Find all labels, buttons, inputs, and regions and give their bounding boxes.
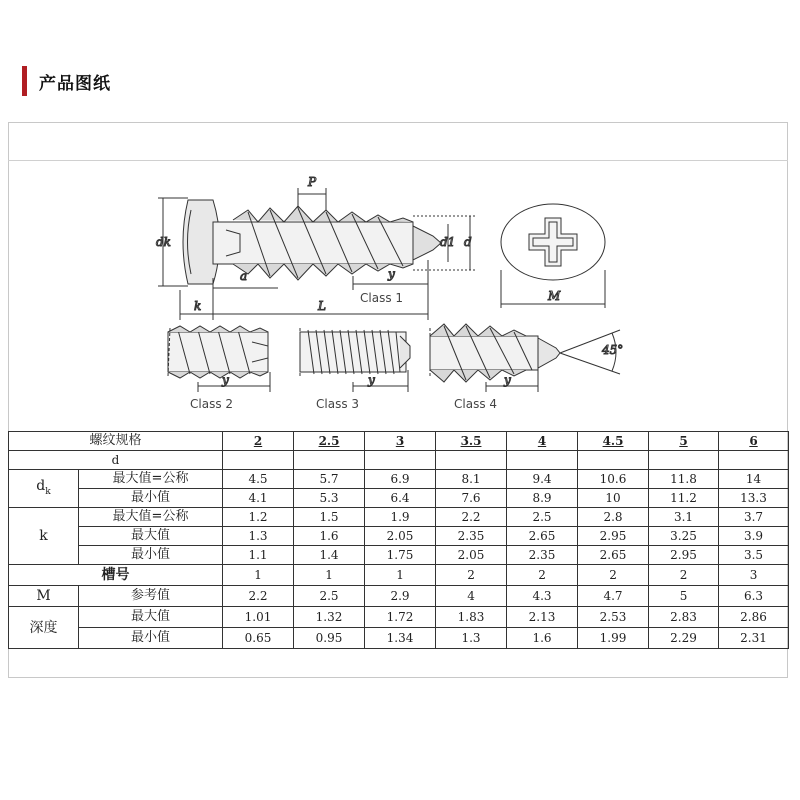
row-label: 最大值 (79, 527, 223, 546)
slot-label: 槽号 (9, 565, 223, 586)
class4-screw (430, 324, 623, 392)
label-dk: dk (156, 235, 171, 249)
table-row-dk-max (9, 470, 789, 489)
label-a: a (240, 269, 248, 283)
table-cell: 0.95 (294, 628, 365, 649)
table-cell: 14 (719, 470, 789, 489)
table-cell: 3.25 (649, 527, 719, 546)
table-cell: 1.4 (294, 546, 365, 565)
table-row-depth-min (9, 628, 789, 649)
table-cell: 2.05 (365, 527, 436, 546)
table-cell: 10 (578, 489, 649, 508)
table-cell: 10.6 (578, 470, 649, 489)
table-cell: 1.6 (294, 527, 365, 546)
table-cell: 8.1 (436, 470, 507, 489)
size-cell: 4 (507, 432, 578, 451)
class1-label: Class 1 (360, 291, 404, 305)
spec-label: 螺纹规格 (9, 432, 223, 451)
title-accent-bar (22, 66, 27, 96)
table-cell: 11.8 (649, 470, 719, 489)
section-title: 产品图纸 (39, 73, 111, 94)
table-cell: 1.34 (365, 628, 436, 649)
row-label: 最小值 (79, 489, 223, 508)
label-M: M (548, 289, 561, 303)
label-y1: y (388, 267, 395, 281)
table-cell: 2.31 (719, 628, 789, 649)
table-cell: 8.9 (507, 489, 578, 508)
size-cell: 3 (365, 432, 436, 451)
table-cell: 1.83 (436, 607, 507, 628)
label-L: L (318, 299, 326, 313)
section-header (22, 64, 111, 98)
size-cell: 5 (649, 432, 719, 451)
technical-drawing (8, 160, 788, 430)
table-cell: 7.6 (436, 489, 507, 508)
dk-group-label: $d_k$ (9, 470, 79, 508)
table-cell: 2 (436, 565, 507, 586)
label-angle: 45° (602, 343, 624, 357)
table-row-k-max (9, 527, 789, 546)
table-cell: 1.99 (578, 628, 649, 649)
table-cell: 5 (649, 586, 719, 607)
row-label: 最小值 (79, 546, 223, 565)
table-cell: 1.3 (223, 527, 294, 546)
table-cell: 6.3 (719, 586, 789, 607)
table-cell: 1.32 (294, 607, 365, 628)
table-cell: 2 (507, 565, 578, 586)
label-d1: d1 (440, 235, 456, 249)
class3-screw (300, 328, 410, 392)
label-y2: y (222, 373, 229, 387)
table-cell: 1.01 (223, 607, 294, 628)
table-cell: 2.65 (578, 546, 649, 565)
table-cell: 1.9 (365, 508, 436, 527)
size-cell: 6 (719, 432, 789, 451)
table-cell: 2 (649, 565, 719, 586)
table-cell: 3.7 (719, 508, 789, 527)
label-y3: y (368, 373, 375, 387)
table-row-k-max-nominal (9, 508, 789, 527)
table-header-row (9, 432, 789, 451)
table-cell: 2.5 (507, 508, 578, 527)
table-cell: 9.4 (507, 470, 578, 489)
label-k: k (194, 299, 202, 313)
class2-screw (168, 326, 270, 392)
table-cell: 1.5 (294, 508, 365, 527)
table-cell: 4.3 (507, 586, 578, 607)
class4-label: Class 4 (454, 397, 498, 411)
table-cell: 1.1 (223, 546, 294, 565)
table-cell: 3.1 (649, 508, 719, 527)
table-cell: 2.05 (436, 546, 507, 565)
table-cell: 4.5 (223, 470, 294, 489)
table-row-M (9, 586, 789, 607)
table-cell: 2.95 (649, 546, 719, 565)
M-label: M (9, 586, 79, 607)
depth-group-label: 深度 (9, 607, 79, 649)
table-cell: 1 (365, 565, 436, 586)
row-label: 参考值 (79, 586, 223, 607)
table-cell: 2 (578, 565, 649, 586)
table-cell: 2.9 (365, 586, 436, 607)
table-cell: 2.65 (507, 527, 578, 546)
table-cell: 2.2 (436, 508, 507, 527)
class3-label: Class 3 (316, 397, 360, 411)
table-cell: 3.9 (719, 527, 789, 546)
table-row-depth-max (9, 607, 789, 628)
label-d: d (464, 235, 472, 249)
size-cell: 4.5 (578, 432, 649, 451)
table-cell: 1.2 (223, 508, 294, 527)
table-cell: 1.6 (507, 628, 578, 649)
table-cell: 2.29 (649, 628, 719, 649)
table-cell: 2.13 (507, 607, 578, 628)
label-P: P (308, 175, 317, 189)
table-cell: 5.3 (294, 489, 365, 508)
table-cell: 2.35 (507, 546, 578, 565)
table-cell: 1 (223, 565, 294, 586)
table-cell: 1.75 (365, 546, 436, 565)
spec-table (8, 431, 789, 649)
table-cell: 1.72 (365, 607, 436, 628)
table-cell: 2.95 (578, 527, 649, 546)
table-cell: 3.5 (719, 546, 789, 565)
size-cell: 3.5 (436, 432, 507, 451)
table-cell: 2.35 (436, 527, 507, 546)
head-top-view (501, 204, 605, 308)
table-cell: 4.7 (578, 586, 649, 607)
label-y4: y (504, 373, 511, 387)
table-row-d (9, 451, 789, 470)
row-label: 最大值=公称 (79, 508, 223, 527)
table-cell: 2.83 (649, 607, 719, 628)
table-cell: 1 (294, 565, 365, 586)
table-cell: 3 (719, 565, 789, 586)
table-cell: 2.8 (578, 508, 649, 527)
table-cell: 2.53 (578, 607, 649, 628)
table-cell: 4.1 (223, 489, 294, 508)
row-label: 最大值 (79, 607, 223, 628)
size-cell: 2 (223, 432, 294, 451)
d-label: d (9, 451, 223, 470)
class2-label: Class 2 (190, 397, 234, 411)
table-cell: 4 (436, 586, 507, 607)
table-cell: 2.2 (223, 586, 294, 607)
table-row-dk-min (9, 489, 789, 508)
table-cell: 5.7 (294, 470, 365, 489)
row-label: 最小值 (79, 628, 223, 649)
size-cell: 2.5 (294, 432, 365, 451)
table-cell: 0.65 (223, 628, 294, 649)
table-cell: 6.9 (365, 470, 436, 489)
table-cell: 2.5 (294, 586, 365, 607)
table-row-slot (9, 565, 789, 586)
class1-screw (183, 200, 441, 284)
table-cell: 1.3 (436, 628, 507, 649)
table-cell: 11.2 (649, 489, 719, 508)
table-cell: 2.86 (719, 607, 789, 628)
row-label: 最大值=公称 (79, 470, 223, 489)
k-group-label: k (9, 508, 79, 565)
table-row-k-min (9, 546, 789, 565)
table-cell: 13.3 (719, 489, 789, 508)
table-cell: 6.4 (365, 489, 436, 508)
